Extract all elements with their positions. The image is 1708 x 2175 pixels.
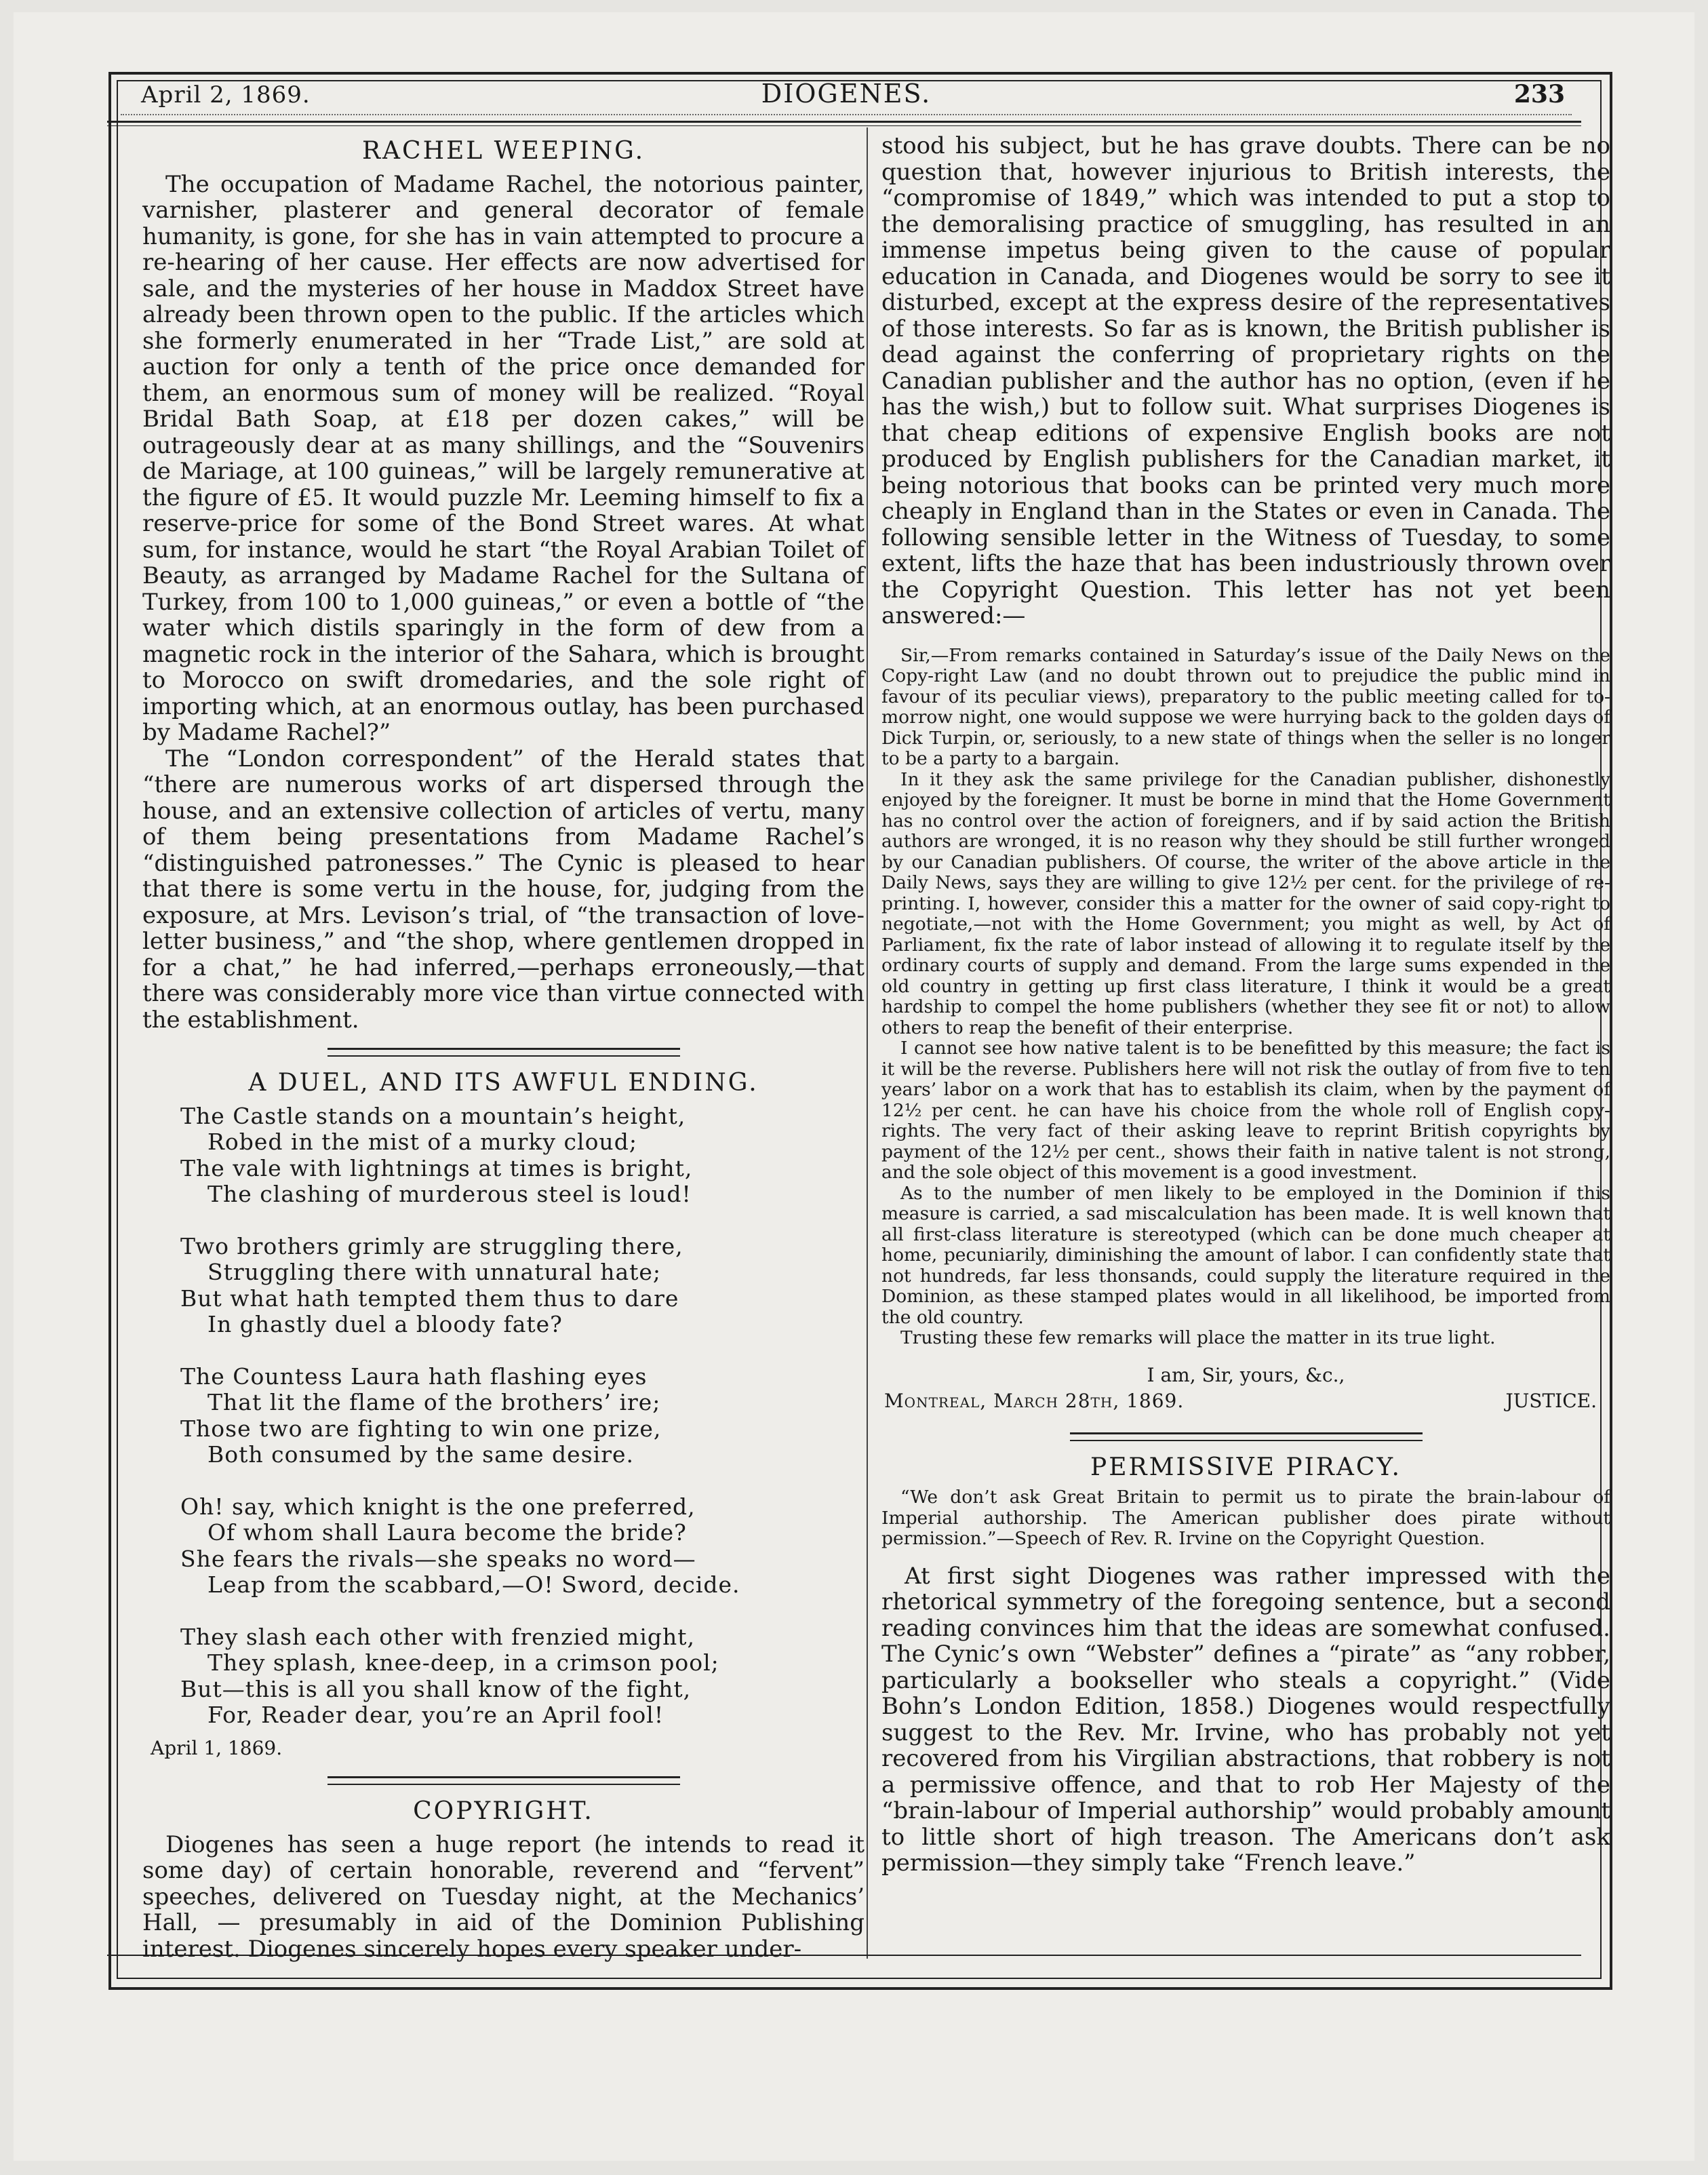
poem-line: The clashing of murderous steel is loud! xyxy=(207,1181,692,1207)
poem-stanza xyxy=(180,1364,865,1468)
section-separator xyxy=(327,1776,680,1785)
poem-stanza xyxy=(180,1624,865,1729)
quote-text: “We don’t ask Great Britain to permit us to pirate the brain-labour of Imperial authorship. The American publisher does pirate without permission.”—Speech of Rev. R. Irvine on the Copyright Question. xyxy=(881,1487,1610,1549)
poem-stanza xyxy=(180,1103,865,1208)
header-rule-thin xyxy=(107,125,1581,126)
article-title-rachel-weeping: RACHEL WEEPING. xyxy=(361,137,646,165)
poem-line: Leap from the scabbard,—O! Sword, decide. xyxy=(207,1571,740,1598)
poem-line: But—this is all you shall know of the fight, xyxy=(180,1675,692,1702)
right-column xyxy=(881,133,1610,1877)
poem-stanza xyxy=(180,1234,865,1338)
letter-paragraph: In it they ask the same privilege for the Canadian publisher, dishonestly enjoyed by the foreigner. It must be borne in mind that the Home Government has no control over the action of foreigners, and if by said action the British authors are wronged, it is no reason why they should be still further wronged by our Canadian publishers. Of course, the writer of the above article in the Daily News, says they are willing to give 12½ per cent. for the privilege of re-printing. I, however, consider this a matter for the owner of said copy-right to negotiate,—not with the Home Government; you might as well, by Act of Parliament, fix the rate of labor instead of allowing it to regulate itself by the ordinary courts of supply and demand. From the large sums expended in the old country in getting up first class literature, I think it would be a great hardship to compel the home publishers (whether they see fit or not) to allow others to reap the benefit of their enterprise. xyxy=(881,768,1610,1038)
letter-signature-line xyxy=(881,1391,1610,1412)
article-paragraph: The “London correspondent” of the Herald states that “there are numerous works of art dispersed through the house, and an extensive collection of articles of vertu, many of them being presentations from Madame Rachel’s “distinguished patronesses.” The Cynic is pleased to hear that there is some vertu in the house, for, judging from the exposure, at Mrs. Levison’s trial, of “the transaction of love-letter business,” and “the shop, where gentlemen dropped in for a chat,” he had inferred,—perhaps erroneously,—that there was considerably more vice than virtue connected with the establishment. xyxy=(142,745,865,1034)
poem-line: Two brothers grimly are struggling there, xyxy=(180,1232,683,1259)
poem-line: Those two are fighting to win one prize, xyxy=(180,1415,662,1442)
article-title-permissive-piracy: PERMISSIVE PIRACY. xyxy=(1090,1453,1402,1481)
poem-line: The Countess Laura hath flashing eyes xyxy=(180,1363,648,1390)
poem-line: The vale with lightnings at times is bright, xyxy=(180,1154,693,1181)
article-paragraph: The occupation of Madame Rachel, the notorious painter, varnisher, plasterer and general decorator of female humanity, is gone, for she has in vain attempted to procure a re-hearing of her cause. Her effects are now advertised for sale, and the mysteries of her house in Maddox Street have already been thrown open to the public. If the articles which she formerly enumerated in her “Trade List,” are sold at auction for only a tenth of the price once demanded for them, an enormous sum of money will be realized. “Royal Bridal Bath Soap, at £18 per dozen cakes,” will be outrageously dear at as many shillings, and the “Souvenirs de Mariage, at 100 guineas,” will be largely remunerative at the figure of £5. It would puzzle Mr. Leeming himself to fix a reserve-price for some of the Bond Street wares. At what sum, for instance, would he start “the Royal Arabian Toilet of Beauty, as arranged by Madame Rachel for the Sultana of Turkey, from 100 to 1,000 guineas,” or even a bottle of “the water which distils sparingly in the form of dew from a magnetic rock in the interior of the Sahara, which is brought to Morocco on swift dromedaries, and the sole right of importing which, at an enormous outlay, has been purchased by Madame Rachel?” xyxy=(142,170,865,746)
poem-line: Oh! say, which knight is the one preferred, xyxy=(180,1493,696,1520)
poem-line: They splash, knee-deep, in a crimson pool; xyxy=(207,1649,719,1676)
poem-line: They slash each other with frenzied might, xyxy=(180,1623,696,1650)
article-title-copyright: COPYRIGHT. xyxy=(413,1797,594,1825)
page-number: 233 xyxy=(1513,80,1565,109)
column-divider xyxy=(867,128,868,1959)
page-header xyxy=(121,75,1572,115)
section-separator xyxy=(327,1048,680,1057)
article-continuation: stood his subject, but he has grave doubts. There can be no question that, however injurious to British interests, the “compromise of 1849,” which was intended to put a stop to the demoralising practice of smuggling, has resulted in an immense impetus being given to the cause of popular education in Canada, and Diogenes would be sorry to see it disturbed, except at the express desire of the representatives of those interests. So far as is known, the British publisher is dead against the conferring of proprietary rights on the Canadian publisher and the author has no option, (even if he has the wish,) but to follow suit. What surprises Diogenes is that cheap editions of expensive English books are not produced by English publishers for the Canadian market, it being notorious that books can be printed very much more cheaply in England than in the States or even in Canada. The following sensible letter in the Witness of Tuesday, to some extent, lifts the haze that has been industriously thrown over the Copyright Question. This letter has not yet been answered:— xyxy=(881,132,1610,629)
letter-signature: JUSTICE. xyxy=(1505,1390,1597,1412)
poem-line: In ghastly duel a bloody fate? xyxy=(207,1311,563,1337)
epigraph-quote xyxy=(881,1487,1610,1550)
letter-paragraph: As to the number of men likely to be employed in the Dominion if this measure is carried, a sad miscalculation has been made. It is well known that all first-class literature is stereotyped (which can be done much cheaper at home, pecuniarily, diminishing the amount of labor. I can confidently state that not hundreds, far less thonsands, could supply the literature required in the Dominion, as these stamped plates would in all likelihood, be imported from the old country. xyxy=(881,1182,1610,1328)
poem-line: Robed in the mist of a murky cloud; xyxy=(207,1129,637,1155)
letter-place-date: Montreal, March 28th, 1869. xyxy=(884,1390,1185,1412)
article-paragraph: At first sight Diogenes was rather impressed with the rhetorical symmetry of the foregoing sentence, but a second reading convinces him that the ideas are somewhat confused. The Cynic’s own “Webster” defines a “pirate” as “any robber, particularly a bookseller who steals a copyright.” (Vide Bohn’s London Edition, 1858.) Diogenes would respectfully suggest to the Rev. Mr. Irvine, who has probably not yet recovered from his Virgilian abstractions, that robbery is not a permissive offence, and that to rob Her Majesty of the “brain-labour of Imperial authorship” would probably amount to little short of high treason. The Americans don’t ask permission—they simply take “French leave.” xyxy=(881,1562,1610,1877)
masthead-title: DIOGENES. xyxy=(761,79,932,109)
poem-line: She fears the rivals—she speaks no word— xyxy=(180,1545,696,1572)
letter-paragraph: Trusting these few remarks will place the matter in its true light. xyxy=(900,1327,1496,1348)
article-paragraph: Diogenes has seen a huge report (he intends to read it some day) of certain honorable, reverend and “fervent” speeches, delivered on Tuesday night, at the Mechanics’ Hall, — presumably in aid of the Dominion Publishing interest. Diogenes sincerely hopes every speaker under- xyxy=(142,1830,865,1963)
section-separator xyxy=(1070,1432,1423,1441)
poem-line: But what hath tempted them thus to dare xyxy=(180,1285,679,1312)
poem-line: That lit the flame of the brothers’ ire; xyxy=(207,1389,661,1415)
letter-paragraph: I cannot see how native talent is to be benefitted by this measure; the fact is it will be the reverse. Publishers here will not risk the outlay of from five to ten years’ labor on a work that has to establish its claim, when by the payment of 12½ per cent. he can have his choice from the whole roll of English copy-rights. The very fact of their asking leave to reprint British copyrights by payment of the 12½ per cent., shows their faith in native talent is not strong, and the sole object of this movement is a good investment. xyxy=(881,1038,1610,1183)
poem-line: The Castle stands on a mountain’s height, xyxy=(180,1102,686,1129)
poem-title: A DUEL, AND ITS AWFUL ENDING. xyxy=(248,1069,759,1097)
letter-to-editor xyxy=(881,646,1610,1412)
header-date: April 2, 1869. xyxy=(141,81,311,109)
footer-rule xyxy=(107,1955,1581,1956)
poem-line: Both consumed by the same desire. xyxy=(207,1441,634,1468)
poem-line: For, Reader dear, you’re an April fool! xyxy=(207,1702,664,1728)
poem-line: Of whom shall Laura become the bride? xyxy=(207,1519,687,1546)
poem-stanza xyxy=(180,1494,865,1599)
poem-line: Struggling there with unnatural hate; xyxy=(207,1259,662,1285)
header-rule xyxy=(107,121,1581,123)
letter-closing: I am, Sir, yours, &c., xyxy=(1147,1363,1345,1386)
left-column xyxy=(142,133,865,1962)
poem-date: April 1, 1869. xyxy=(151,1736,283,1759)
letter-paragraph: Sir,—From remarks contained in Saturday’s issue of the Daily News on the Copy-right Law (and no doubt thrown out to prejudice the public mind in favour of its peculiar views), preparatory to the public meeting called for to-morrow night, one would suppose we were hurrying back to the golden days of Dick Turpin, or, seriously, to a new state of things when the seller is no longer to be a party to a bargain. xyxy=(881,644,1610,769)
poem xyxy=(180,1103,865,1729)
